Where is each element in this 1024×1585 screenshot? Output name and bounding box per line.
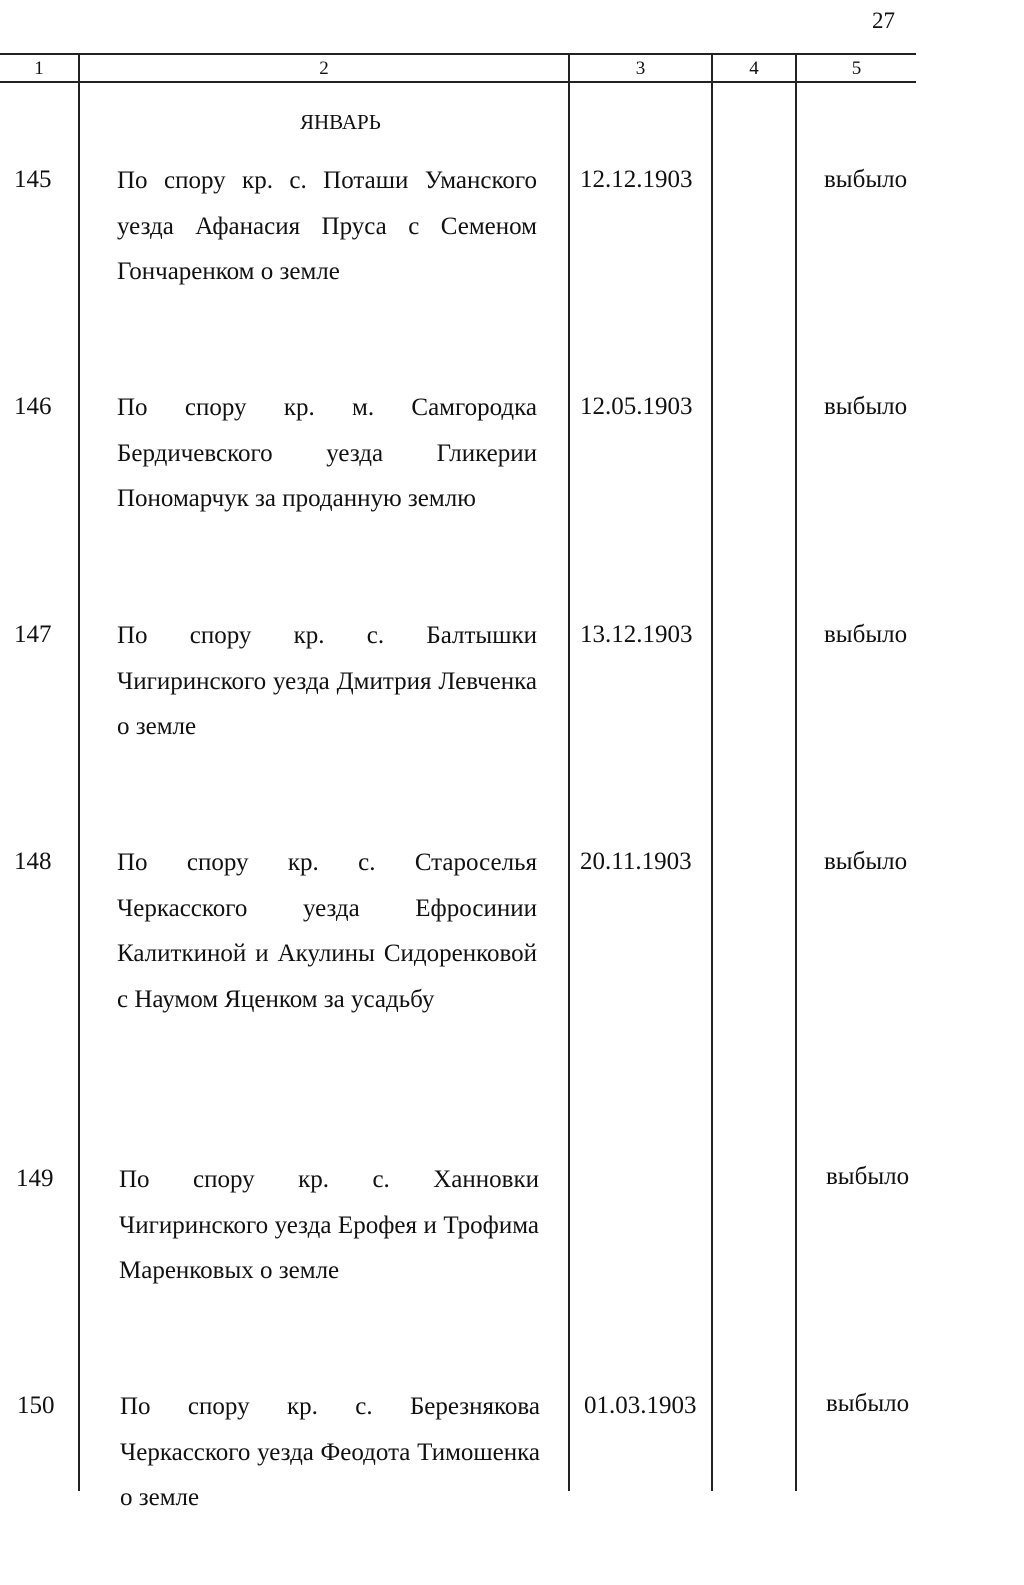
table-top-rule [0,53,916,55]
column-divider [711,55,713,1491]
row-number: 150 [17,1392,55,1419]
column-divider [568,55,570,1491]
column-divider [795,55,797,1491]
row-description: По спору кр. с. Балтышки Чигиринского уезда Дмитрия Левченка о земле [117,622,537,740]
row-date: 13.12.1903 [580,621,693,648]
column-header: 4 [749,58,759,79]
row-status: выбыло [824,393,908,420]
header-bottom-rule [0,81,916,83]
row-description: По спору кр. с. Ханновки Чигиринского уезда Ерофея и Трофима Маренковых о земле [119,1166,539,1284]
row-number: 146 [14,393,52,420]
row-number: 147 [14,621,52,648]
row-status: выбыло [824,621,908,648]
row-date: 12.12.1903 [580,166,693,193]
column-divider [78,55,80,1491]
row-description: По спору кр. с. Староселья Черкасского уезда Ефросинии Калиткиной и Акулины Сидоренковой с Наумом Яценком за усадьбу [117,849,537,1013]
column-header: 5 [851,58,862,79]
row-description: По спору кр. с. Березнякова Черкасского уезда Феодота Тимошенка о земле [120,1393,540,1511]
column-header: 2 [319,58,329,79]
row-number: 148 [14,848,52,875]
section-heading: ЯНВАРЬ [300,110,381,134]
row-status: выбыло [824,848,908,875]
page-number: 27 [872,8,895,33]
row-status: выбыло [824,166,908,193]
row-date: 20.11.1903 [580,848,692,875]
row-description: По спору кр. м. Самгородка Бердичевского уезда Гликерии Пономарчук за проданную землю [117,394,537,512]
row-status: выбыло [826,1390,910,1417]
row-date: 01.03.1903 [584,1392,697,1419]
row-description: По спору кр. с. Поташи Уманского уезда Афанасия Пруса с Семеном Гончаренком о земле [117,167,537,285]
row-status: выбыло [826,1163,910,1190]
row-number: 145 [14,166,52,193]
row-number: 149 [16,1165,54,1192]
column-header: 1 [34,58,44,79]
row-date: 12.05.1903 [580,393,693,420]
column-header: 3 [635,58,646,79]
